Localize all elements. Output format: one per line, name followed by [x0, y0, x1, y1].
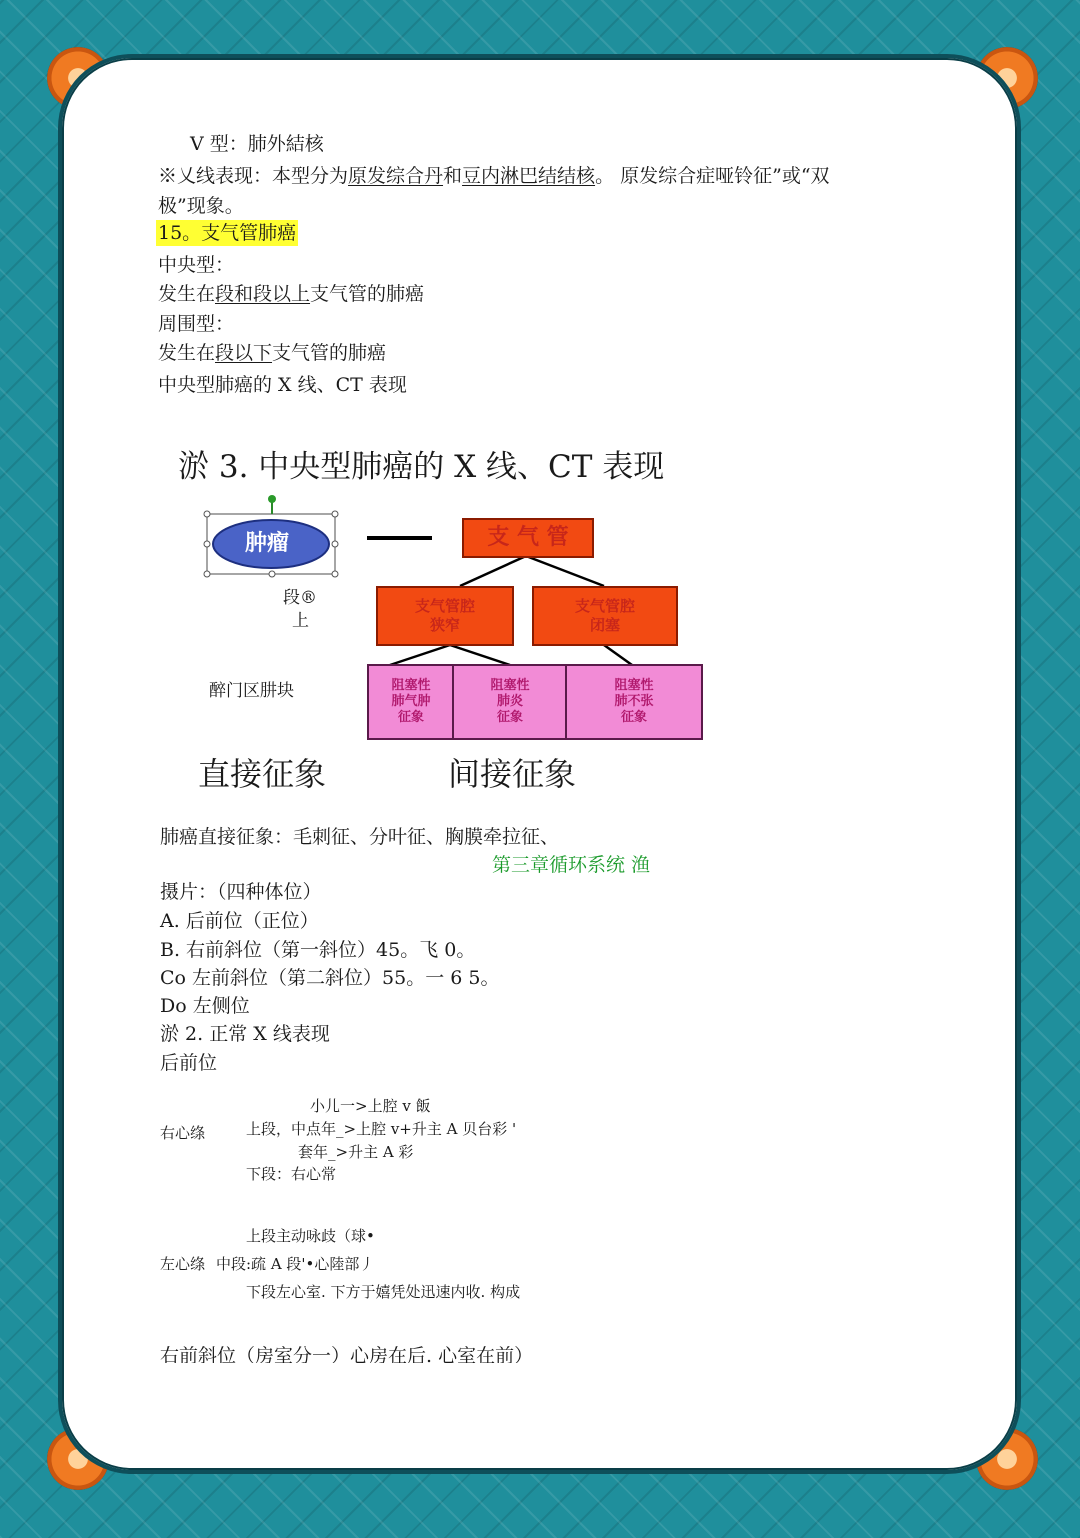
tumor-label: 肿瘤 — [245, 530, 290, 556]
hilar-mass-label: 醉门区肼块 — [209, 681, 294, 701]
peripheral-pre: 发生在 — [158, 342, 216, 364]
left-border-lower: 下段左心室. 下方于嬉凭处迅速内收. 构成 — [246, 1283, 521, 1301]
normal-xray-heading: 淤 2. 正常 X 线表现 — [160, 1023, 330, 1045]
central-xray-line: 中央型肺癌的 X 线、CT 表现 — [158, 374, 407, 396]
rao-line-clip — [150, 1343, 650, 1363]
bronchus-box: 支 气 管 — [462, 518, 594, 558]
xray-lymph-node: 豆内淋巴结结核 — [462, 165, 596, 187]
central-pre: 发生在 — [158, 283, 216, 305]
right-border-child: 小儿一>上腔 v 飯 — [310, 1097, 431, 1115]
obstructive-emphysema-box: 阻塞性 肺气肿 征象 — [367, 664, 455, 740]
highlighted-heading: 15。支气管肺癌 — [158, 222, 297, 244]
obstructive-atelectasis-box: 阻塞性 肺不张 征象 — [565, 664, 703, 740]
left-border-label: 左心绦 — [160, 1255, 206, 1273]
peripheral-type-label: 周围型： — [158, 313, 235, 335]
left-border-upper: 上段主动咏歧（球• — [246, 1227, 375, 1245]
obstructive-pneumonia-box: 阻塞性 肺炎 征象 — [452, 664, 568, 740]
peripheral-post: 支气管的肺癌 — [272, 342, 387, 364]
central-underlined: 段和段以上 — [215, 283, 311, 305]
segment-label-1: 段® — [283, 588, 317, 608]
right-border-label: 右心绦 — [160, 1124, 206, 1142]
xray-primary-complex: 原发综合丹 — [348, 165, 444, 187]
central-post: 支气管的肺癌 — [310, 283, 425, 305]
lumen-narrowing-box: 支气管腔 狭窄 — [376, 586, 514, 646]
indirect-signs-label: 间接征象 — [448, 755, 577, 793]
left-border-middle: 中段:疏 A 段'•心陸部丿 — [216, 1255, 375, 1273]
xray-and: 和 — [443, 165, 463, 187]
direct-signs-label: 直接征象 — [198, 755, 327, 793]
direct-signs-line: 肺癌直接征象：毛刺征、分叶征、胸膜牵拉征、 — [160, 826, 560, 848]
film-b: B. 右前斜位（第一斜位）45。飞 0。 — [160, 939, 476, 961]
xray-description-line-2: 极”现象。 — [158, 195, 244, 217]
right-border-lower: 下段：右心常 — [246, 1165, 337, 1183]
rao-line: 右前斜位（房室分一）心房在后. 心室在前） — [160, 1345, 534, 1363]
film-c: Co 左前斜位（第二斜位）55。一 6 5。 — [160, 967, 500, 989]
right-border-elder: 套年_>升主 A 彩 — [298, 1143, 414, 1161]
film-title: 摄片：（四种体位） — [160, 881, 322, 903]
film-d: Do 左侧位 — [160, 995, 250, 1017]
central-type-label: 中央型： — [158, 254, 235, 276]
film-a: A. 后前位（正位） — [160, 910, 319, 932]
xray-prefix: ※乂线表现：本型分为 — [158, 165, 349, 187]
peripheral-underlined: 段以下 — [215, 342, 273, 364]
xray-suffix: 。 原发综合症哑铃征”或“双 — [595, 165, 830, 187]
pa-view-label: 后前位 — [160, 1052, 218, 1074]
chapter-note: 第三章循环系统 渔 — [492, 854, 651, 876]
right-border-upper: 上段，中点年_>上腔 v+升主 A 贝台彩 ' — [246, 1120, 517, 1138]
segment-label-2: 上 — [292, 611, 309, 631]
lumen-occlusion-box: 支气管腔 闭塞 — [532, 586, 678, 646]
type-v-line: V 型：肺外結核 — [190, 133, 324, 155]
figure-title: 淤 3. 中央型肺癌的 X 线、CT 表现 — [178, 449, 665, 485]
